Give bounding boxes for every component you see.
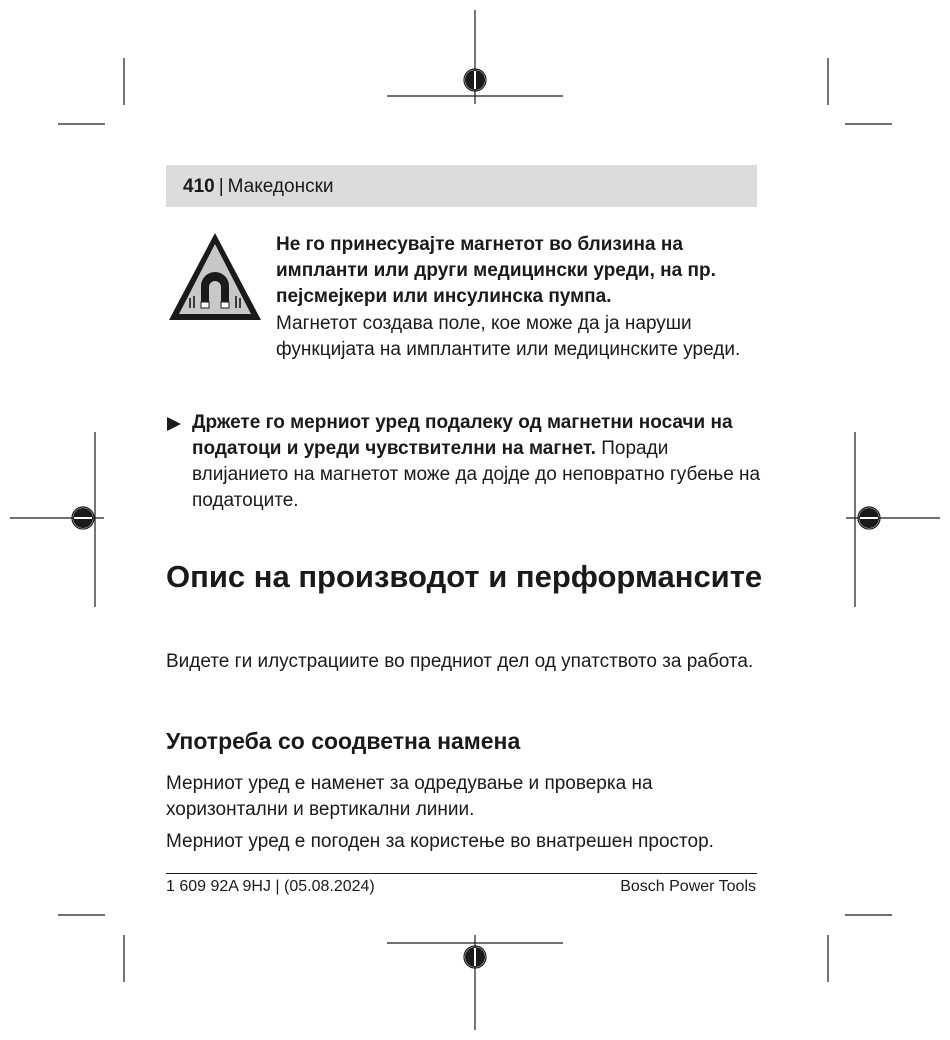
warning-bold-text: Не го принесувајте магнетот во близина на импланти или други медицински уреди, на пр. пејсмејкери или инсулинска пумпа. [276,234,716,307]
paragraph-1: Мерниот уред е наменет за одредување и проверка на хоризонтални и вертикални линии. [166,773,653,820]
warning-text: Магнетот создава поле, кое може да ја наруши функцијата на имплантите или медицинските уреди. [276,313,741,360]
footer-doc-id: 1 609 92A 9HJ | (05.08.2024) [166,878,375,895]
page-header [183,176,334,198]
bullet-item [166,410,766,514]
bullet-bold-text: Држете го мерниот уред подалеку од магнетни носачи на податоци и уреди чувствителни на магнет. [192,412,733,459]
magnet-warning-triangle-icon [167,230,263,324]
bullet-text [192,410,766,514]
warning-block [276,232,766,363]
subsection-title: Употреба со соодветна намена [166,728,521,754]
page-number: 410 [183,176,215,197]
footer-brand: Bosch Power Tools [620,878,756,895]
bullet-normal-text: Поради влијанието на магнетот може да дојде до неповратно губење на податоците. [192,438,761,511]
header-language: Македонски [227,176,334,197]
footer-rule [166,873,757,874]
header-separator: | [218,176,224,197]
paragraph-2: Мерниот уред е погоден за користење во внатрешен простор. [166,831,714,852]
section-title: Опис на производот и перформансите [166,559,763,594]
triangle-bullet-icon [166,416,182,432]
section-intro: Видете ги илустрациите во предниот дел од упатството за работа. [166,651,754,672]
